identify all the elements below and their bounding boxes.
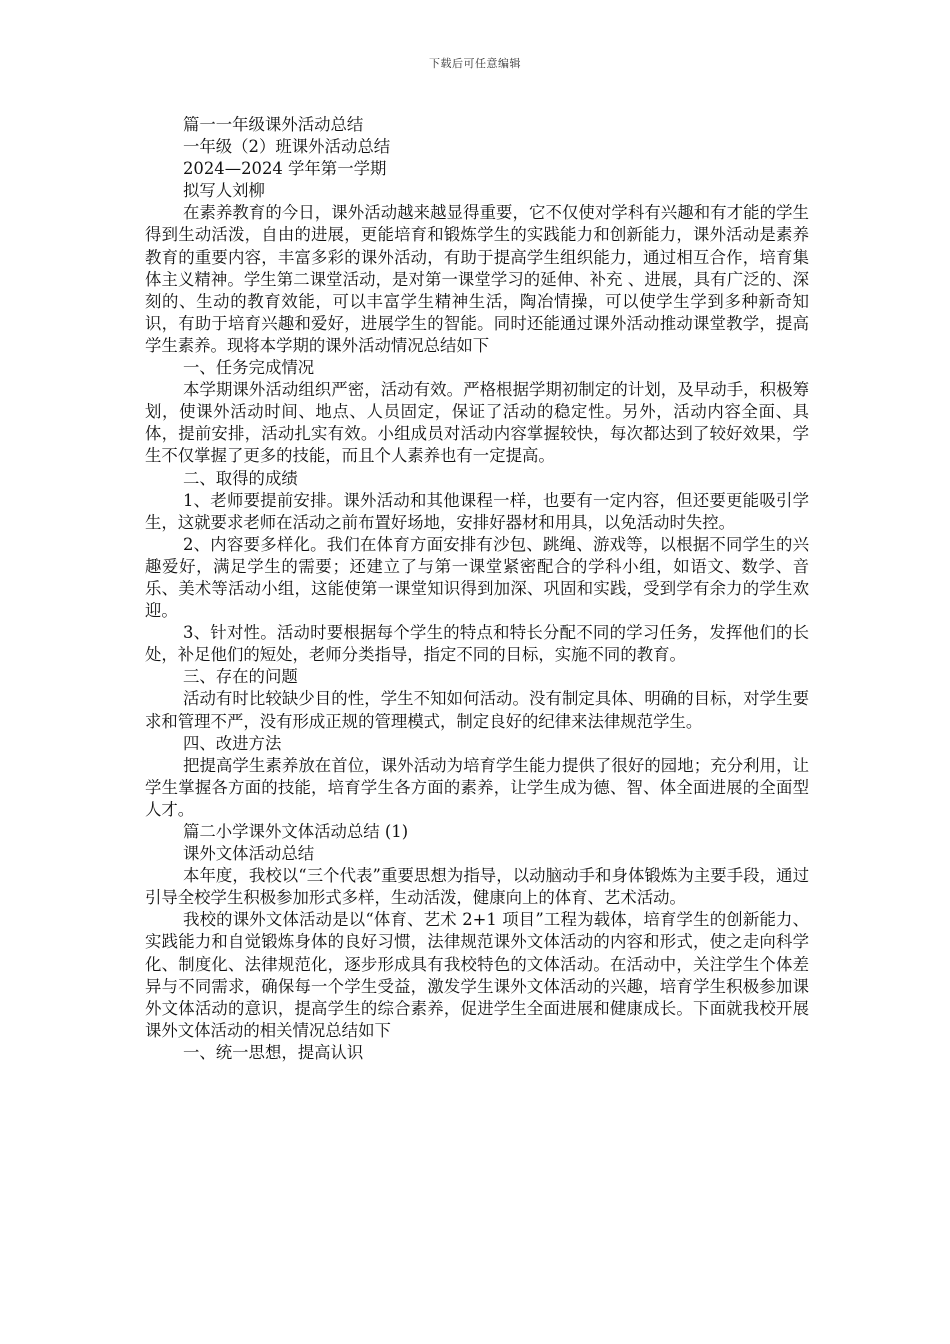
section-heading-task: 一、任务完成情况 xyxy=(183,358,315,378)
doc-semester: 2024—2024 学年第一学期 xyxy=(183,159,387,179)
page-header: 下载后可任意编辑 xyxy=(429,57,521,70)
part2-body-paragraph: 我校的课外文体活动是以“体育、艺术 2+1 项目”工程为载体，培育学生的创新能力、实践能力和自觉锻炼身体的良好习惯，法律规范课外文体活动的内容和形式，使之走向科学化、制度化、法律规范化，逐步形成具有我校特色的文体活动。在活动中，关注学生个体差异与不同需求，确保每一个学生受益，激发学生课外文体活动的兴趣，培育学生积极参加课外文体活动的意识，提高学生的综合素养，促进学生全面进展和健康成长。下面就我校开展课外文体活动的相关情况总结如下 xyxy=(145,910,809,1040)
section-heading-results: 二、取得的成绩 xyxy=(183,468,298,488)
intro-paragraph: 在素养教育的今日，课外活动越来越显得重要，它不仅使对学科有兴趣和有才能的学生得到生动活泼，自由的进展，更能培育和锻炼学生的实践能力和创新能力，课外活动是素养教育的重要内容，丰富多彩的课外活动，有助于提高学生组织能力，通过相互合作，培育集体主义精神。学生第二课堂活动，是对第一课堂学习的延伸、补充 、进展，具有广泛的、深刻的、生动的教育效能，可以丰富学生精神生活，陶冶情操，可以使学生学到多种新奇知识，有助于培育兴趣和爱好，进展学生的智能。同时还能通过课外活动推动课堂教学，提高学生素养。现将本学期的课外活动情况总结如下 xyxy=(145,203,809,355)
doc-title-part1: 篇一一年级课外活动总结 xyxy=(183,115,364,134)
section-heading-improve: 四、改进方法 xyxy=(183,733,282,753)
results-item-2: 2、内容要多样化。我们在体育方面安排有沙包、跳绳、游戏等，以根据不同学生的兴趣爱好，满足学生的需要；还建立了与第一课堂紧密配合的学科小组，如语文、数学、音乐、美术等活动小组，这能使第一课堂知识得到加深、巩固和实践，受到学有余力的学生欢迎。 xyxy=(145,534,809,621)
doc-title-part2: 篇二小学课外文体活动总结 (1) xyxy=(183,822,409,841)
improve-paragraph: 把提高学生素养放在首位，课外活动为培育学生能力提供了很好的园地；充分利用，让学生掌握各方面的技能，培育学生各方面的素养，让学生成为德、智、体全面进展的全面型人才。 xyxy=(145,755,809,819)
problems-paragraph: 活动有时比较缺少目的性，学生不知如何活动。没有制定具体、明确的目标，对学生要求和管理不严，没有形成正规的管理模式，制定良好的纪律来法律规范学生。 xyxy=(145,689,809,731)
part2-subtitle: 课外文体活动总结 xyxy=(183,844,315,864)
results-item-3: 3、针对性。活动时要根据每个学生的特点和特长分配不同的学习任务，发挥他们的长处，补足他们的短处，老师分类指导，指定不同的目标，实施不同的教育。 xyxy=(145,623,809,665)
task-paragraph: 本学期课外活动组织严密，活动有效。严格根据学期初制定的计划，及早动手，积极筹划，使课外活动时间、地点、人员固定，保证了活动的稳定性。另外，活动内容全面、具体，提前安排，活动扎实有效。小组成员对活动内容掌握较快，每次都达到了较好效果，学生不仅掌握了更多的技能，而且个人素养也有一定提高。 xyxy=(145,380,809,466)
doc-author: 拟写人刘柳 xyxy=(183,181,265,201)
section-heading-problems: 三、存在的问题 xyxy=(183,667,298,687)
part2-intro-paragraph: 本年度，我校以“三个代表”重要思想为指导，以动脑动手和身体锻炼为主要手段，通过引导全校学生积极参加形式多样，生动活泼，健康向上的体育、艺术活动。 xyxy=(145,866,809,908)
part2-section-heading-1: 一、统一思想，提高认识 xyxy=(183,1042,364,1062)
doc-subtitle-class: 一年级（2）班课外活动总结 xyxy=(183,137,391,157)
document-body xyxy=(145,114,809,1064)
results-item-1: 1、老师要提前安排。课外活动和其他课程一样，也要有一定内容，但还要更能吸引学生，这就要求老师在活动之前布置好场地，安排好器材和用具，以免活动时失控。 xyxy=(145,490,809,532)
